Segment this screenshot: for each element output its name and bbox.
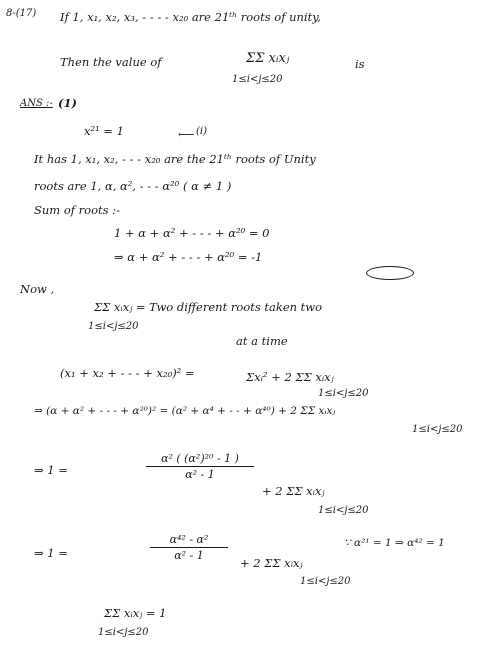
roots-are-line: roots are 1, α, α², - - - α²⁰ ( α ≠ 1 ) — [34, 179, 232, 193]
sum-of-roots-heading: Sum of roots :- — [34, 203, 120, 217]
fraction-bar — [146, 466, 254, 467]
problem-line-2: Then the value of — [60, 55, 162, 69]
step-4-lhs: ⇒ 1 = — [34, 546, 68, 560]
now-limits: 1≤i<j≤20 — [88, 321, 139, 332]
sum-equation-2: ⇒ α + α² + - - - + α²⁰ = -1 — [114, 250, 263, 264]
equation-1-tag: (i) — [196, 126, 208, 137]
now-expression: ΣΣ xᵢxⱼ = Two different roots taken two — [94, 300, 323, 314]
square-rhs: Σxᵢ² + 2 ΣΣ xᵢxⱼ — [246, 370, 334, 384]
equation-1: x²¹ = 1 — [84, 124, 124, 138]
answer-label: ANS :- — [20, 98, 53, 109]
side-note: ∵ α²¹ = 1 ⇒ α⁴² = 1 — [344, 537, 445, 549]
final-result: ΣΣ xᵢxⱼ = 1 — [104, 606, 167, 620]
step-4-rhs: + 2 ΣΣ xᵢxⱼ — [240, 556, 303, 570]
final-limits: 1≤i<j≤20 — [98, 627, 149, 638]
step-2: ⇒ (α + α² + - - - + α²⁰)² = (α² + α⁴ + - - + α⁴⁰) + 2 ΣΣ xᵢxⱼ — [34, 405, 336, 417]
step-4-numerator: α⁴² - α² — [169, 533, 209, 546]
step-3-rhs: + 2 ΣΣ xᵢxⱼ — [262, 484, 325, 498]
circled-result-mark — [366, 266, 414, 280]
step-3-numerator: α² ( (α²)²⁰ - 1 ) — [161, 452, 239, 465]
problem-line-1: If 1, x₁, x₂, x₃, - - - - x₂₀ are 21ᵗʰ roots of unity, — [60, 10, 321, 24]
problem-sum-limits: 1≤i<j≤20 — [232, 74, 283, 85]
step-4-limits: 1≤i<j≤20 — [300, 576, 351, 587]
equation-1-arrow: ⟵ — [178, 127, 195, 141]
answer-choice: (1) — [58, 96, 77, 110]
step-4-denominator: α² - 1 — [174, 549, 204, 562]
step-4-fraction — [150, 533, 228, 562]
fraction-bar — [150, 547, 228, 548]
it-has-line: It has 1, x₁, x₂, - - - x₂₀ are the 21ᵗʰ roots of Unity — [34, 152, 316, 166]
problem-number: 8-(17) — [6, 8, 37, 19]
sum-equation-1: 1 + α + α² + - - - + α²⁰ = 0 — [114, 226, 270, 240]
problem-tail: is — [355, 57, 365, 71]
step-2-limits: 1≤i<j≤20 — [412, 424, 463, 435]
step-3-fraction — [146, 452, 254, 481]
problem-sum-expression: ΣΣ xᵢxⱼ — [246, 51, 290, 66]
square-limits: 1≤i<j≤20 — [318, 388, 369, 399]
square-lhs: (x₁ + x₂ + - - - + x₂₀)² = — [60, 366, 195, 380]
step-3-lhs: ⇒ 1 = — [34, 463, 68, 477]
step-3-denominator: α² - 1 — [185, 468, 215, 481]
now-label: Now , — [20, 282, 55, 296]
at-a-time: at a time — [236, 334, 288, 348]
step-3-limits: 1≤i<j≤20 — [318, 505, 369, 516]
